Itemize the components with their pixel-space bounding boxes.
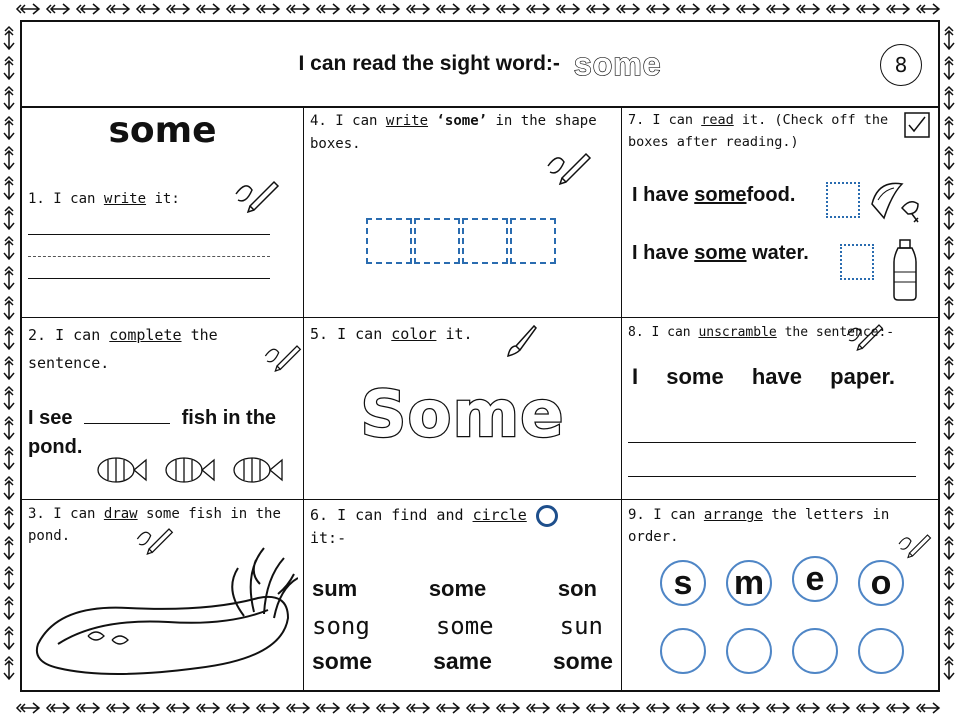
task-text: I can (337, 325, 383, 343)
sentence-text: fish in the (181, 407, 277, 429)
task-7-instruction (628, 110, 898, 153)
checkbox-example-icon (904, 112, 930, 138)
find-word[interactable]: same (433, 648, 492, 674)
task-text: it. (Check off the boxes after reading.) (628, 112, 889, 150)
pencil-icon (262, 336, 302, 376)
scrambled-words (632, 364, 895, 390)
find-word[interactable]: some (552, 648, 613, 674)
task-text: I can (651, 325, 691, 340)
colorable-word[interactable]: Some (360, 378, 565, 452)
sentence-text: pond. (28, 436, 83, 458)
task-2-instruction (28, 322, 297, 378)
task-5-instruction (310, 322, 615, 347)
pencil-icon (896, 528, 932, 560)
task-keyword: read (701, 112, 734, 128)
read-checkbox-2[interactable] (840, 244, 874, 280)
find-word[interactable]: some (428, 576, 487, 601)
answer-line[interactable] (628, 442, 916, 443)
letter-shape-box[interactable] (366, 218, 412, 264)
task-number: 2. (28, 326, 47, 344)
task-keyword: write (385, 113, 429, 129)
task-text: I can (53, 506, 96, 522)
task-text: it. (445, 325, 473, 343)
task-text: some fish in the pond. (28, 506, 281, 544)
letter-shape-box[interactable] (462, 218, 508, 264)
sight-word-display: some (108, 110, 217, 151)
fill-in-blank[interactable] (84, 423, 170, 424)
sentence-text: I see (28, 407, 73, 429)
cell-arrange-letters (622, 500, 938, 690)
cell-complete-sentence (22, 318, 304, 500)
word-row-2 (310, 612, 615, 640)
task-number: 3. (28, 506, 45, 522)
word-row-3 (310, 648, 615, 675)
activity-grid (22, 106, 938, 690)
letter-tile[interactable]: e (792, 556, 838, 602)
pencil-icon (544, 146, 592, 186)
find-word[interactable]: some (435, 612, 494, 640)
cell-find-circle (304, 500, 622, 690)
sentence-text: I have (632, 242, 689, 264)
worksheet-header (22, 22, 938, 108)
sentence-keyword: some (694, 184, 747, 206)
page-number-badge: 8 (880, 44, 922, 86)
header-sight-word: some (573, 45, 662, 82)
letter-shape-box[interactable] (414, 218, 460, 264)
sentence-text: food. (746, 184, 796, 206)
worksheet (20, 20, 940, 692)
task-keyword: color (391, 325, 437, 343)
answer-line[interactable] (628, 476, 916, 477)
header-prompt: I can read the sight word:- (298, 52, 560, 75)
task-text: it: (154, 191, 180, 207)
scrambled-word: have (751, 364, 803, 389)
answer-circle[interactable] (726, 628, 772, 674)
task-text: in the shape boxes. (310, 113, 597, 153)
fish-icon (90, 448, 290, 492)
find-word[interactable]: sum (312, 576, 358, 601)
task-9-instruction (628, 504, 932, 549)
food-icon (868, 174, 928, 224)
task-text: I can (53, 191, 96, 207)
letter-shape-box[interactable] (510, 218, 556, 264)
circle-icon (536, 505, 558, 527)
letter-tile[interactable]: o (858, 560, 904, 606)
task-text: the letters in order. (628, 507, 890, 546)
letter-tile[interactable]: m (726, 560, 772, 606)
pencil-icon (844, 318, 884, 352)
word-row-1 (310, 576, 615, 602)
scrambled-word: some (666, 364, 724, 389)
task-number: 6. (310, 506, 329, 524)
task-number: 9. (628, 507, 645, 523)
task-text: I can (652, 112, 694, 128)
task-number: 7. (628, 112, 645, 128)
scrambled-word: paper. (830, 364, 895, 389)
cell-shape-boxes (304, 106, 622, 318)
cell-unscramble (622, 318, 938, 500)
task-keyword: complete (109, 326, 182, 344)
task-word: ‘some’ (436, 113, 488, 129)
task-text: I can find and (337, 506, 464, 524)
pond-drawing-area[interactable] (28, 544, 298, 684)
pencil-icon (232, 174, 280, 214)
task-text: the sentence. (28, 326, 218, 372)
answer-circle[interactable] (792, 628, 838, 674)
task-keyword: arrange (703, 507, 763, 523)
task-text: the sentence:- (784, 325, 895, 340)
answer-circle[interactable] (858, 628, 904, 674)
paintbrush-icon (504, 324, 538, 358)
task-keyword: circle (472, 506, 527, 524)
water-bottle-icon (890, 238, 920, 302)
task-number: 8. (628, 325, 644, 340)
answer-circle[interactable] (660, 628, 706, 674)
task-number: 5. (310, 325, 329, 343)
task-text: it:- (310, 529, 347, 548)
sentence-text: I have (632, 184, 689, 206)
read-sentence-1 (632, 184, 795, 207)
task-text: I can (55, 326, 101, 344)
find-word[interactable]: some (312, 648, 373, 674)
task-number: 4. (310, 113, 327, 129)
task-keyword: write (103, 191, 147, 207)
letter-tile[interactable]: s (660, 560, 706, 606)
find-word[interactable]: sun (559, 612, 603, 640)
find-word[interactable]: song (312, 612, 370, 640)
cell-draw (22, 500, 304, 690)
read-sentence-2 (632, 242, 809, 265)
task-keyword: draw (103, 506, 138, 522)
task-text: I can (653, 507, 696, 523)
read-checkbox-1[interactable] (826, 182, 860, 218)
task-8-instruction (628, 322, 932, 343)
find-word[interactable]: son (557, 576, 597, 601)
task-number: 1. (28, 191, 45, 207)
cell-read-it (622, 106, 938, 318)
task-6-instruction (310, 504, 615, 551)
scrambled-word: I (632, 364, 639, 389)
task-text: I can (335, 113, 378, 129)
task-keyword: unscramble (698, 325, 777, 340)
sentence-text: water. (752, 242, 809, 264)
cell-color-it (304, 318, 622, 500)
sentence-keyword: some (694, 242, 747, 264)
cell-write-it (22, 106, 304, 318)
